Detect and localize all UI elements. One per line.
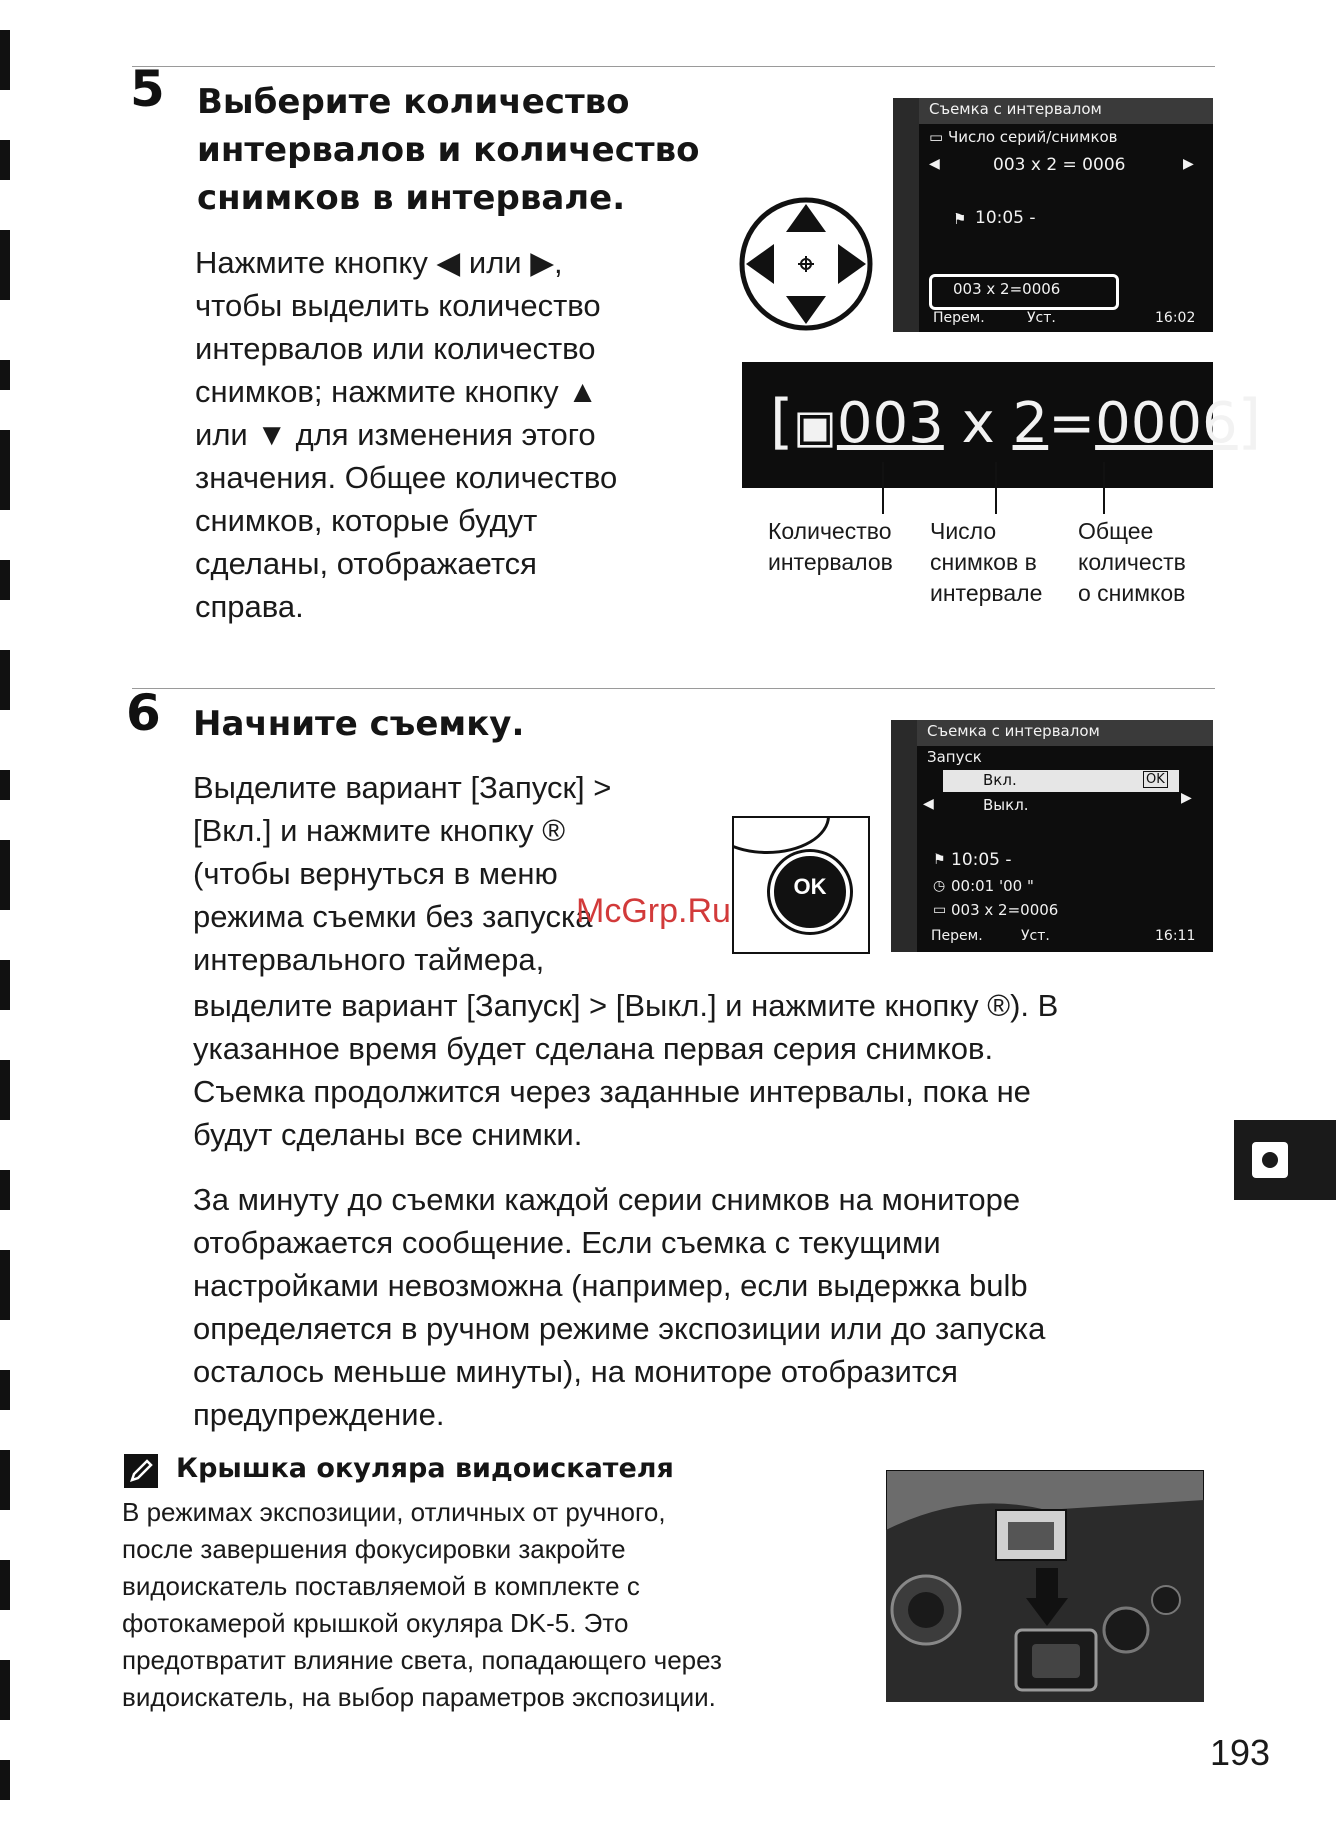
callout-line — [995, 462, 997, 514]
step5-zoom-detail: [▣003 x 2=0006] — [742, 362, 1213, 488]
step6-body-narrow: Выделите вариант [Запуск] > [Вкл.] и нажмите кнопку ® (чтобы вернуться в меню режима съемки без запуска интервального таймера, — [193, 770, 612, 977]
camera-shooting-menu-icon — [1252, 1142, 1288, 1178]
watermark: McGrp.Ru — [576, 892, 731, 930]
step6-paragraph2: За минуту до съемки каждой серии снимков на мониторе отображается сообщение. Если съемка с текущими настройками невозможна (например, если выдержка bulb определяется в ручном режиме экспозиции или до запуска осталось меньше минуты), на мониторе отобразится предупреждение. — [193, 1182, 1046, 1432]
step6-number: 6 — [126, 684, 161, 742]
multi-shot-icon: ▭ — [933, 902, 947, 918]
callout-line — [1103, 462, 1105, 514]
label-shots: Число снимков в интервале — [930, 518, 1043, 606]
page-number: 193 — [1210, 1732, 1271, 1773]
ok-button-illustration — [732, 816, 870, 954]
step6-camera-screen: Съемка с интервалом Запуск Вкл. OK ◀ Выкл. ▶ ⚑ 10:05 - ◷ 00:01 '00 " ▭ 003 x 2=0006 Перем. Уст. 16:11 — [891, 720, 1213, 952]
left-arrow-icon: ◀ — [923, 796, 934, 812]
step6-divider — [132, 688, 1215, 689]
multi-shot-icon: ▭ — [929, 128, 944, 146]
left-arrow-icon: ◀ — [929, 156, 940, 172]
pencil-note-icon — [124, 1454, 158, 1488]
step5-number: 5 — [130, 60, 165, 118]
step5-divider — [132, 66, 1215, 67]
callout-line — [882, 462, 884, 514]
right-arrow-icon: ▶ — [1181, 790, 1192, 806]
ok-button-label: OK — [793, 874, 827, 899]
start-time-icon: ⚑ — [953, 210, 967, 228]
side-tab — [1234, 1120, 1336, 1200]
label-total: Общее количеств о снимков — [1078, 518, 1186, 606]
multi-shot-icon: ▣ — [793, 399, 837, 453]
step5-title: Выберите количество интервалов и количество снимков в интервале. — [197, 82, 700, 218]
step6-body-wide: выделите вариант [Запуск] > [Выкл.] и нажмите кнопку ®). В указанное время будет сделана первая серия снимков. Съемка продолжится через заданные интервалы, пока не будут сделаны все снимки. — [193, 988, 1059, 1152]
note-title: Крышка окуляра видоискателя — [176, 1453, 674, 1484]
start-time-icon: ⚑ — [933, 852, 946, 868]
step6-title: Начните съемку. — [193, 704, 525, 744]
right-arrow-icon: ▶ — [1183, 156, 1194, 172]
step5-camera-screen: Съемка с интервалом ▭ Число серий/снимков ◀ 003 x 2 = 0006 ▶ ⚑ 10:05 - 003 x 2=0006 Перем. Уст. 16:02 — [893, 98, 1213, 332]
multi-selector-icon — [738, 196, 874, 332]
eyepiece-cap-photo — [886, 1470, 1204, 1702]
step5-body: Нажмите кнопку ◀ или ▶, чтобы выделить количество интервалов или количество снимков; нажмите кнопку ▲ или ▼ для изменения этого значения. Общее количество снимков, которые будут сделаны, отображается справа. — [195, 245, 618, 624]
interval-icon: ◷ — [933, 878, 946, 894]
label-intervals: Количество интервалов — [768, 518, 893, 575]
note-body: В режимах экспозиции, отличных от ручного, после завершения фокусировки закройте видоискатель поставляемой в комплекте с фотокамерой крышкой окуляра DK-5. Это предотвратит влияние света, попадающего через видоискатель, на выбор параметров экспозиции. — [122, 1497, 722, 1712]
